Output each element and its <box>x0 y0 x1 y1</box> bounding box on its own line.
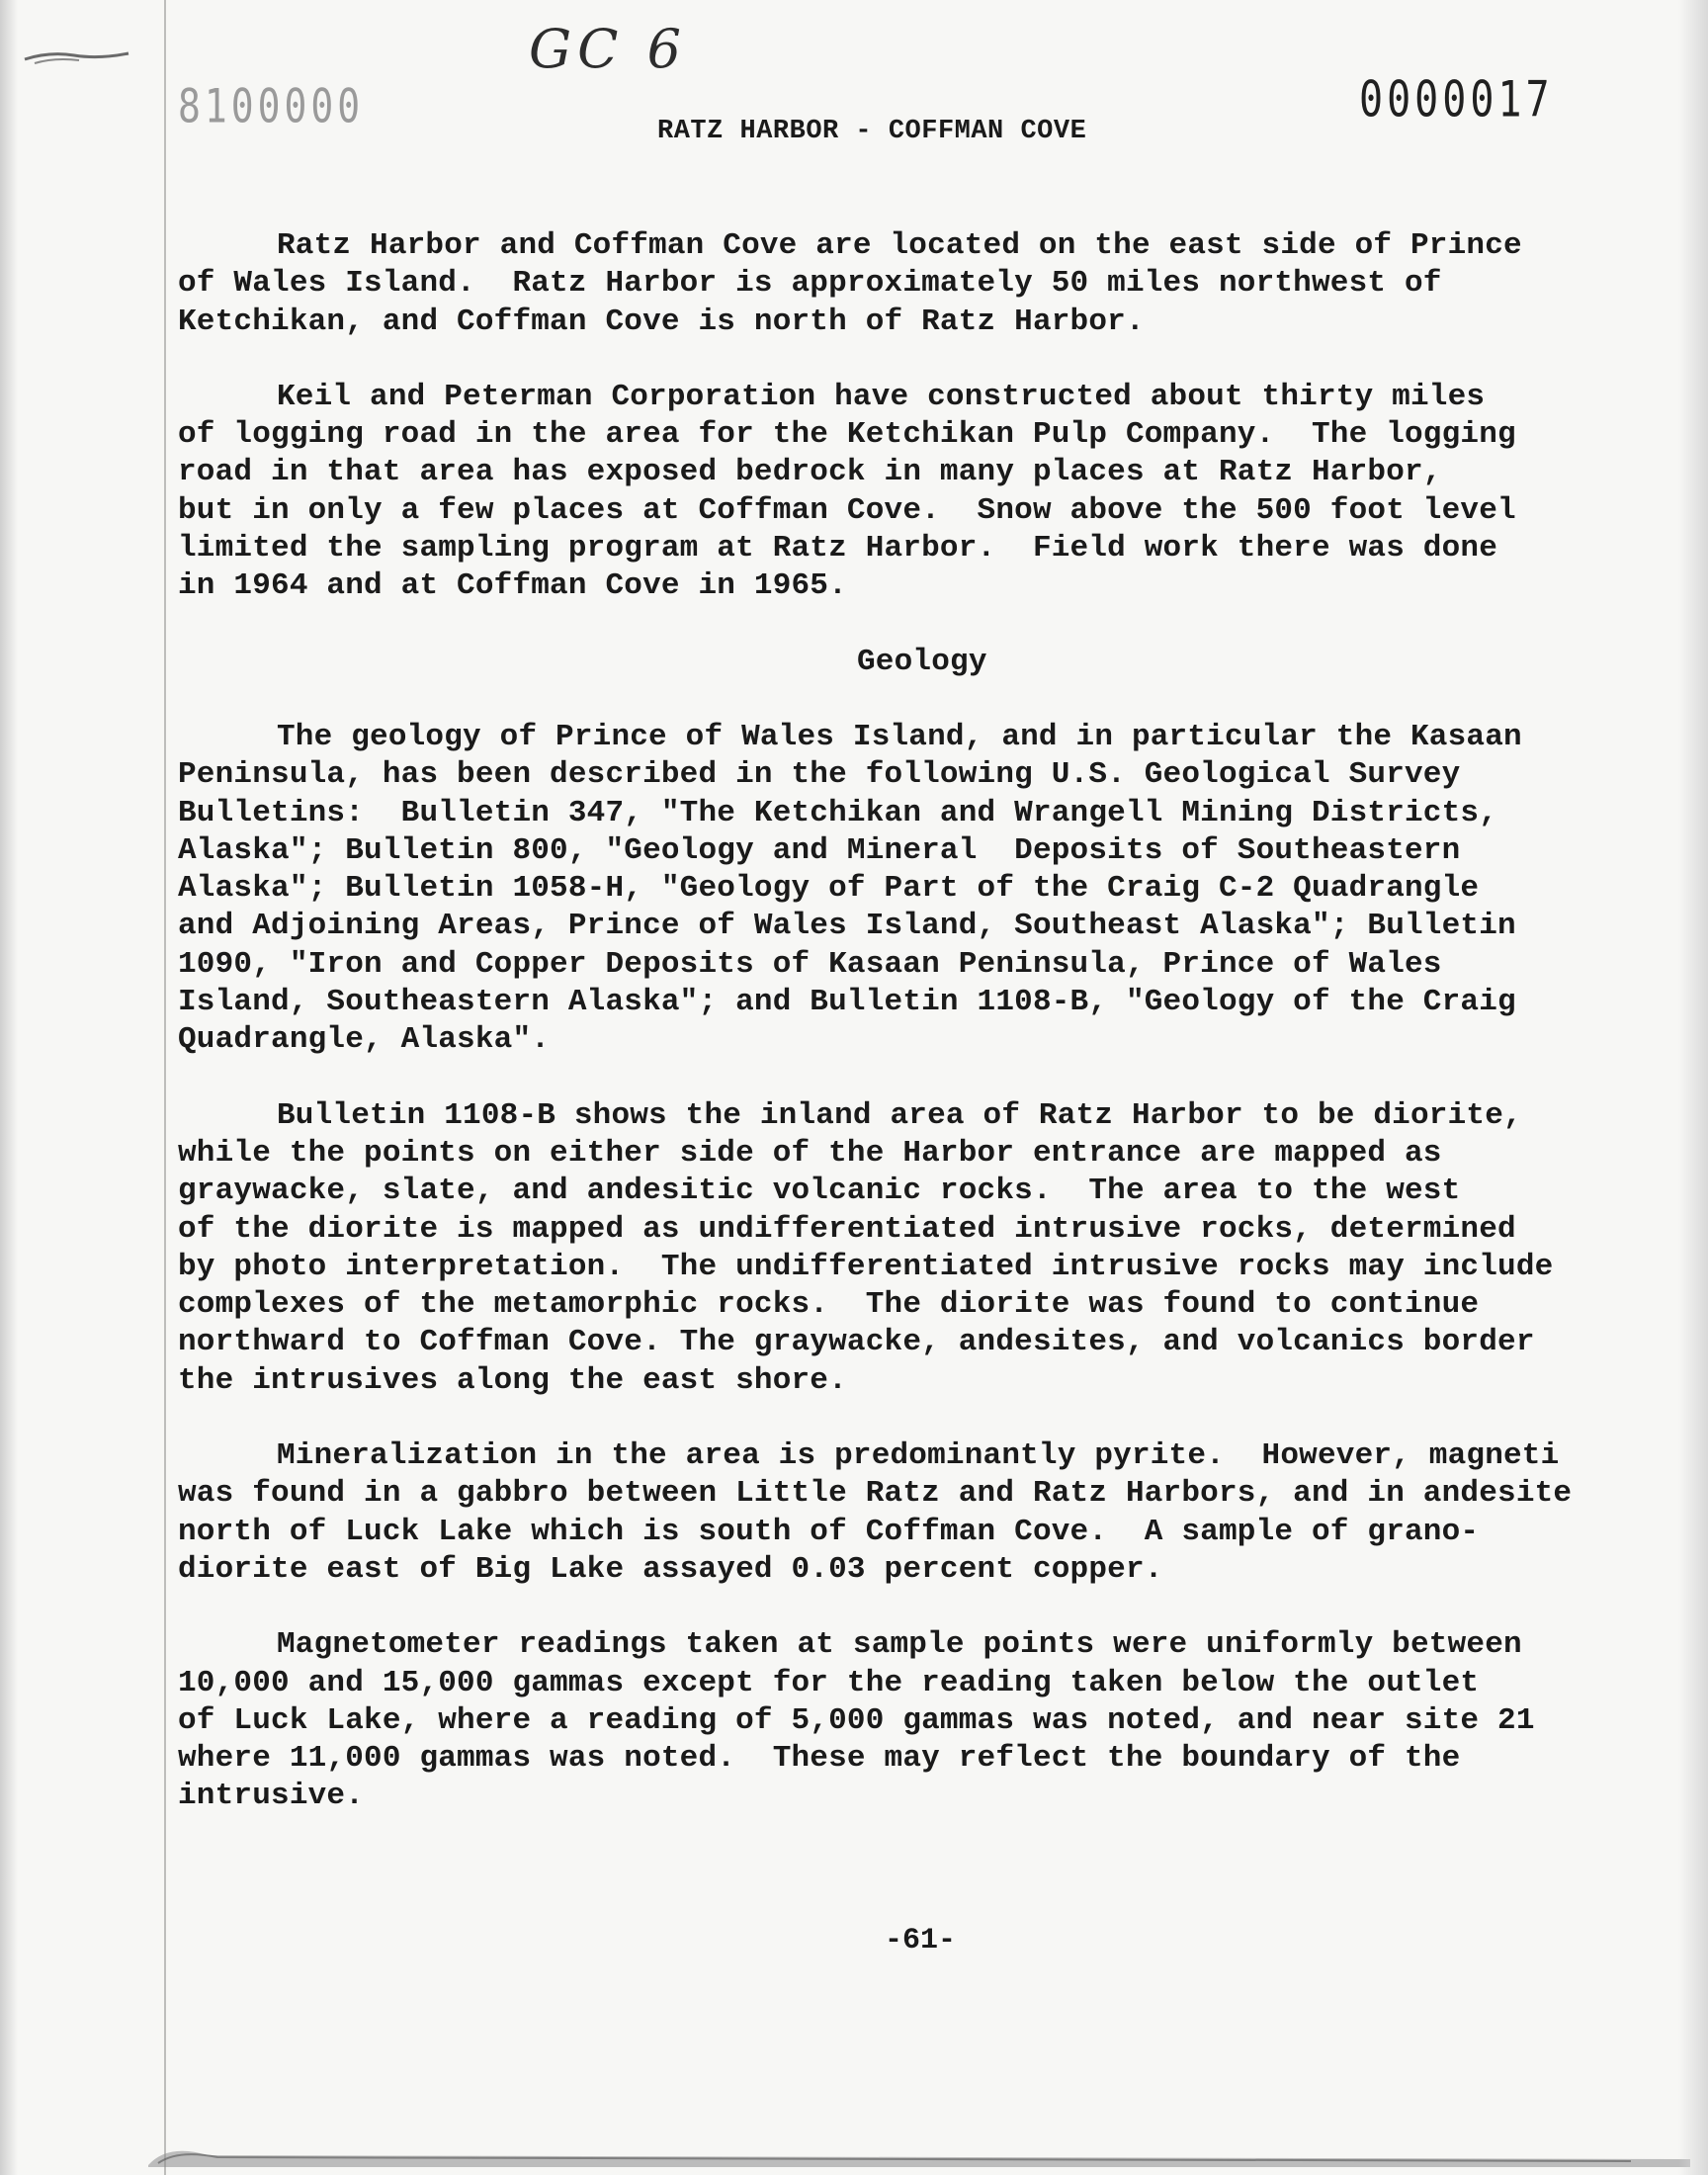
stamp-number-left: 8100000 <box>178 78 365 133</box>
scan-bottom-edge <box>148 2141 1690 2167</box>
text-line: Alaska"; Bulletin 800, "Geology and Mineral Deposits of Southeastern <box>178 832 1461 868</box>
section-heading-geology: Geology <box>857 644 987 679</box>
text-line: intrusive. <box>178 1779 365 1814</box>
text-line: was found in a gabbro between Little Ratz and Ratz Harbors, and in andesite <box>178 1476 1573 1512</box>
text-line: Mineralization in the area is predominantly pyrite. However, magneti <box>277 1438 1560 1474</box>
text-line: Ketchikan, and Coffman Cove is north of Ratz Harbor. <box>178 304 1145 339</box>
text-line: while the points on either side of the Harbor entrance are mapped as <box>178 1135 1442 1171</box>
text-line: Ratz Harbor and Coffman Cove are located on the east side of Prince <box>277 228 1522 263</box>
page-number: -61- <box>885 1924 957 1958</box>
text-line: north of Luck Lake which is south of Coffman Cove. A sample of grano- <box>178 1514 1480 1549</box>
paragraph-magnetometer <box>178 1626 1690 1815</box>
stamp-number-right: 0000017 <box>1359 71 1554 129</box>
text-line: of Luck Lake, where a reading of 5,000 gammas was noted, and near site 21 <box>178 1702 1535 1738</box>
text-line: of the diorite is mapped as undifferentiated intrusive rocks, determined <box>178 1211 1516 1247</box>
text-line: Alaska"; Bulletin 1058-H, "Geology of Part of the Craig C-2 Quadrangle <box>178 871 1480 907</box>
text-line: where 11,000 gammas was noted. These may reflect the boundary of the <box>178 1741 1461 1777</box>
text-line: Keil and Peterman Corporation have constructed about thirty miles <box>277 379 1486 414</box>
paragraph-mineralization <box>178 1437 1690 1589</box>
scan-margin-line <box>164 0 166 2175</box>
text-line: but in only a few places at Coffman Cove. Snow above the 500 foot level <box>178 492 1516 528</box>
text-line: complexes of the metamorphic rocks. The diorite was found to continue <box>178 1287 1480 1323</box>
text-line: The geology of Prince of Wales Island, and in particular the Kasaan <box>277 719 1522 754</box>
text-line: 1090, "Iron and Copper Deposits of Kasaan Peninsula, Prince of Wales <box>178 946 1442 982</box>
document-title: RATZ HARBOR - COFFMAN COVE <box>657 117 1087 146</box>
text-line: graywacke, slate, and andesitic volcanic rocks. The area to the west <box>178 1174 1461 1209</box>
paragraph-logging-road <box>178 379 1690 606</box>
paragraph-geology-bulletins <box>178 719 1690 1060</box>
text-line: limited the sampling program at Ratz Harbor. Field work there was done <box>178 531 1498 566</box>
text-line: in 1964 and at Coffman Cove in 1965. <box>178 568 847 604</box>
text-line: Magnetometer readings taken at sample points were uniformly between <box>277 1627 1522 1663</box>
text-line: of Wales Island. Ratz Harbor is approximately 50 miles northwest of <box>178 266 1442 302</box>
scan-smudge-mark <box>20 40 138 69</box>
text-line: the intrusives along the east shore. <box>178 1362 847 1398</box>
text-line: Island, Southeastern Alaska"; and Bulletin 1108-B, "Geology of the Craig <box>178 985 1516 1020</box>
text-line: of logging road in the area for the Ketchikan Pulp Company. The logging <box>178 417 1516 453</box>
text-line: Bulletin 1108-B shows the inland area of Ratz Harbor to be diorite, <box>277 1097 1522 1133</box>
paragraph-location <box>178 227 1690 341</box>
document-body <box>178 227 1690 1854</box>
text-line: road in that area has exposed bedrock in many places at Ratz Harbor, <box>178 455 1442 490</box>
text-line: Bulletins: Bulletin 347, "The Ketchikan and Wrangell Mining Districts, <box>178 795 1498 830</box>
text-line: and Adjoining Areas, Prince of Wales Island, Southeast Alaska"; Bulletin <box>178 909 1516 944</box>
paragraph-diorite <box>178 1097 1690 1400</box>
text-line: diorite east of Big Lake assayed 0.03 percent copper. <box>178 1551 1163 1587</box>
text-line: Peninsula, has been described in the following U.S. Geological Survey <box>178 757 1461 793</box>
handwritten-note: GC 6 <box>529 18 687 80</box>
text-line: by photo interpretation. The undifferentiated intrusive rocks may include <box>178 1249 1554 1284</box>
text-line: Quadrangle, Alaska". <box>178 1022 551 1058</box>
text-line: 10,000 and 15,000 gammas except for the reading taken below the outlet <box>178 1665 1480 1700</box>
text-line: northward to Coffman Cove. The graywacke, andesites, and volcanics border <box>178 1325 1535 1360</box>
